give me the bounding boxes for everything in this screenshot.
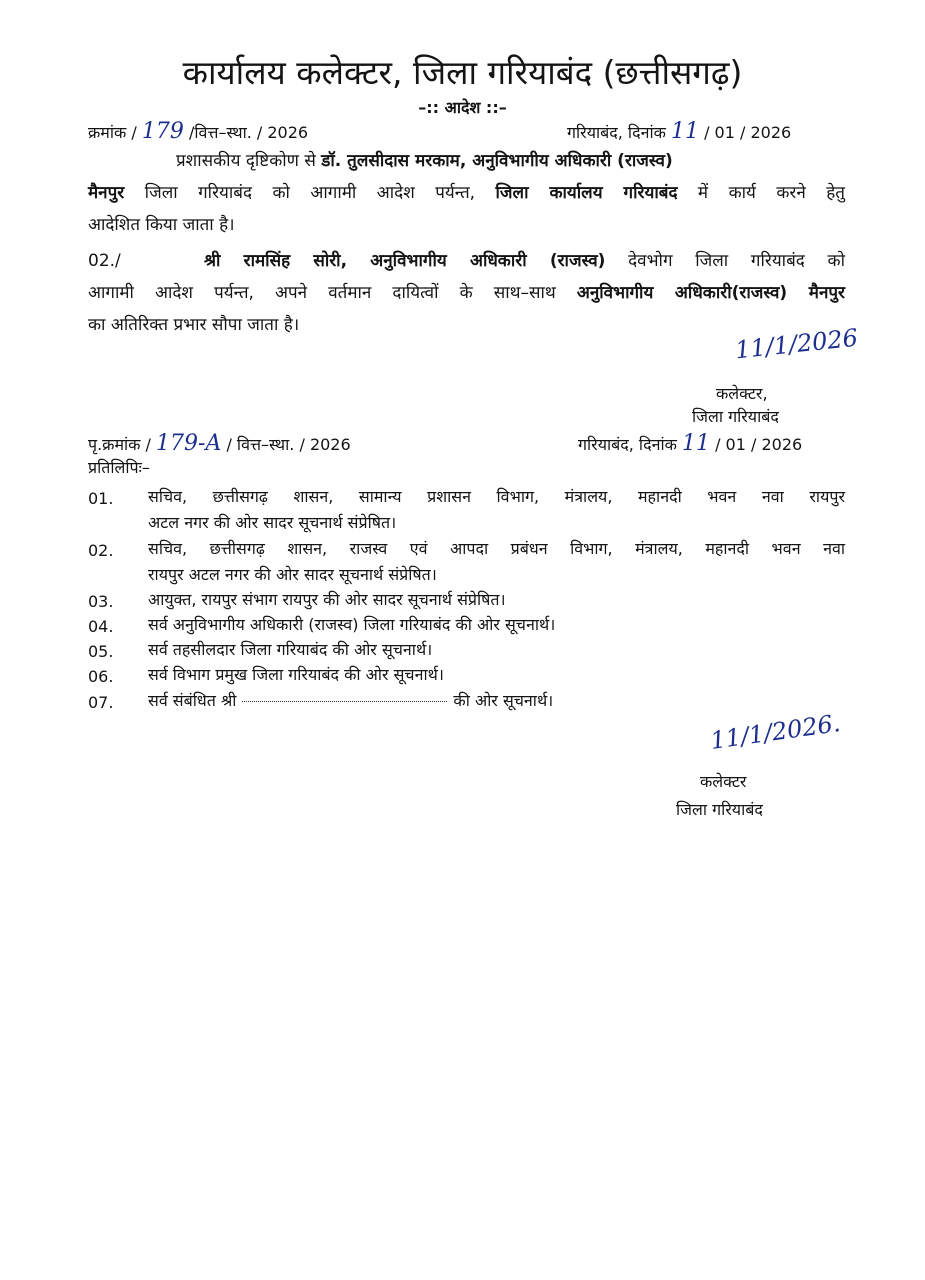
copy-number-line [88, 432, 351, 457]
para2-officer-name: श्री रामसिंह सोरी, अनुविभागीय अधिकारी (राजस्व) [204, 251, 606, 271]
copy-item-number: 06. [88, 667, 114, 686]
copy-item-text: अटल नगर की ओर सादर सूचनार्थ संप्रेषित। [148, 513, 397, 532]
para1-place: मैनपुर [88, 183, 125, 203]
copy-item-number: 07. [88, 693, 114, 712]
signature-2-district: जिला गरियाबंद [676, 800, 763, 819]
para1-line3: आदेशित किया जाता है। [88, 215, 235, 235]
order-number-suffix: /वित्त–स्था. / 2026 [188, 123, 309, 142]
copy-item-number: 04. [88, 617, 114, 636]
para2-text: आगामी आदेश पर्यन्त, अपने वर्तमान दायित्वों के साथ–साथ [88, 283, 577, 303]
order-date-label: गरियाबंद, दिनांक [567, 123, 666, 142]
copy-item-text: रायपुर अटल नगर की ओर सादर सूचनार्थ संप्रेषित। [148, 565, 437, 584]
para2-line2 [88, 277, 845, 309]
para1-officer-name: डॉ. तुलसीदास मरकाम, अनुविभागीय अधिकारी (राजस्व) [321, 151, 673, 171]
copy-item-number: 03. [88, 592, 114, 611]
para2-text: देवभोग जिला गरियाबंद को [605, 251, 845, 271]
signature-2-role: कलेक्टर [700, 772, 747, 791]
copy-item-text [148, 688, 553, 714]
copy-item-text: आयुक्त, रायपुर संभाग रायपुर की ओर सादर सूचनार्थ संप्रेषित। [148, 590, 506, 609]
para2-line3: का अतिरिक्त प्रभार सौपा जाता है। [88, 315, 300, 335]
copy-item-text-end: की ओर सूचनार्थ। [453, 691, 554, 710]
copy-date-label: गरियाबंद, दिनांक [578, 435, 677, 454]
signature-1-district: जिला गरियाबंद [692, 407, 779, 426]
copy-number-label: पृ.क्रमांक / [88, 435, 151, 454]
copy-item-text-start: सर्व संबंधित श्री [148, 691, 237, 710]
order-date-rest: / 01 / 2026 [704, 123, 792, 142]
copy-item-text: सचिव, छत्तीसगढ़ शासन, सामान्य प्रशासन विभाग, मंत्रालय, महानदी भवन नवा रायपुर [148, 487, 845, 506]
para1-text: में कार्य करने हेतु [677, 183, 845, 203]
copy-item-text: सर्व अनुविभागीय अधिकारी (राजस्व) जिला गरियाबंद की ओर सूचनार्थ। [148, 615, 556, 634]
order-date-day: 11 [670, 119, 699, 144]
copy-number-suffix: / वित्त–स्था. / 2026 [226, 435, 351, 454]
para2-charge: अनुविभागीय अधिकारी(राजस्व) मैनपुर [576, 283, 845, 303]
signature-2-handwritten: 11/1/2026. [708, 709, 842, 755]
copy-item-text: सचिव, छत्तीसगढ़ शासन, राजस्व एवं आपदा प्रबंधन विभाग, मंत्रालय, महानदी भवन नवा [148, 539, 845, 558]
para1-office: जिला कार्यालय गरियाबंद [495, 183, 678, 203]
copy-item-number: 01. [88, 489, 114, 508]
copy-item-number: 05. [88, 642, 114, 661]
order-number-handwritten: 179 [141, 119, 184, 144]
copy-date-day: 11 [681, 431, 710, 456]
order-heading: –:: आदेश ::– [418, 98, 507, 117]
order-date-line [567, 120, 791, 145]
copy-date-rest: / 01 / 2026 [715, 435, 803, 454]
blank-fill-line [242, 701, 447, 702]
copy-item-text: सर्व तहसीलदार जिला गरियाबंद की ओर सूचनार्थ। [148, 640, 433, 659]
para1-line2 [88, 177, 845, 209]
para1-text: प्रशासकीय दृष्टिकोण से [176, 151, 322, 171]
copy-item-number: 02. [88, 541, 114, 560]
signature-1-role: कलेक्टर, [716, 384, 768, 403]
order-number-line [88, 120, 308, 145]
para2-number: 02./ [88, 251, 121, 271]
order-number-label: क्रमांक / [88, 123, 137, 142]
copy-number-handwritten: 179-A [156, 431, 222, 456]
copy-item-text: सर्व विभाग प्रमुख जिला गरियाबंद की ओर सूचनार्थ। [148, 665, 444, 684]
copy-date-line [578, 432, 802, 457]
copy-heading: प्रतिलिपिः– [88, 458, 150, 477]
office-title: कार्यालय कलेक्टर, जिला गरियाबंद (छत्तीसगढ़) [182, 53, 743, 92]
signature-1-handwritten: 11/1/2026 [733, 323, 860, 365]
para2-line1 [204, 245, 845, 277]
para1-line1 [176, 145, 673, 177]
para1-text: जिला गरियाबंद को आगामी आदेश पर्यन्त, [124, 183, 496, 203]
